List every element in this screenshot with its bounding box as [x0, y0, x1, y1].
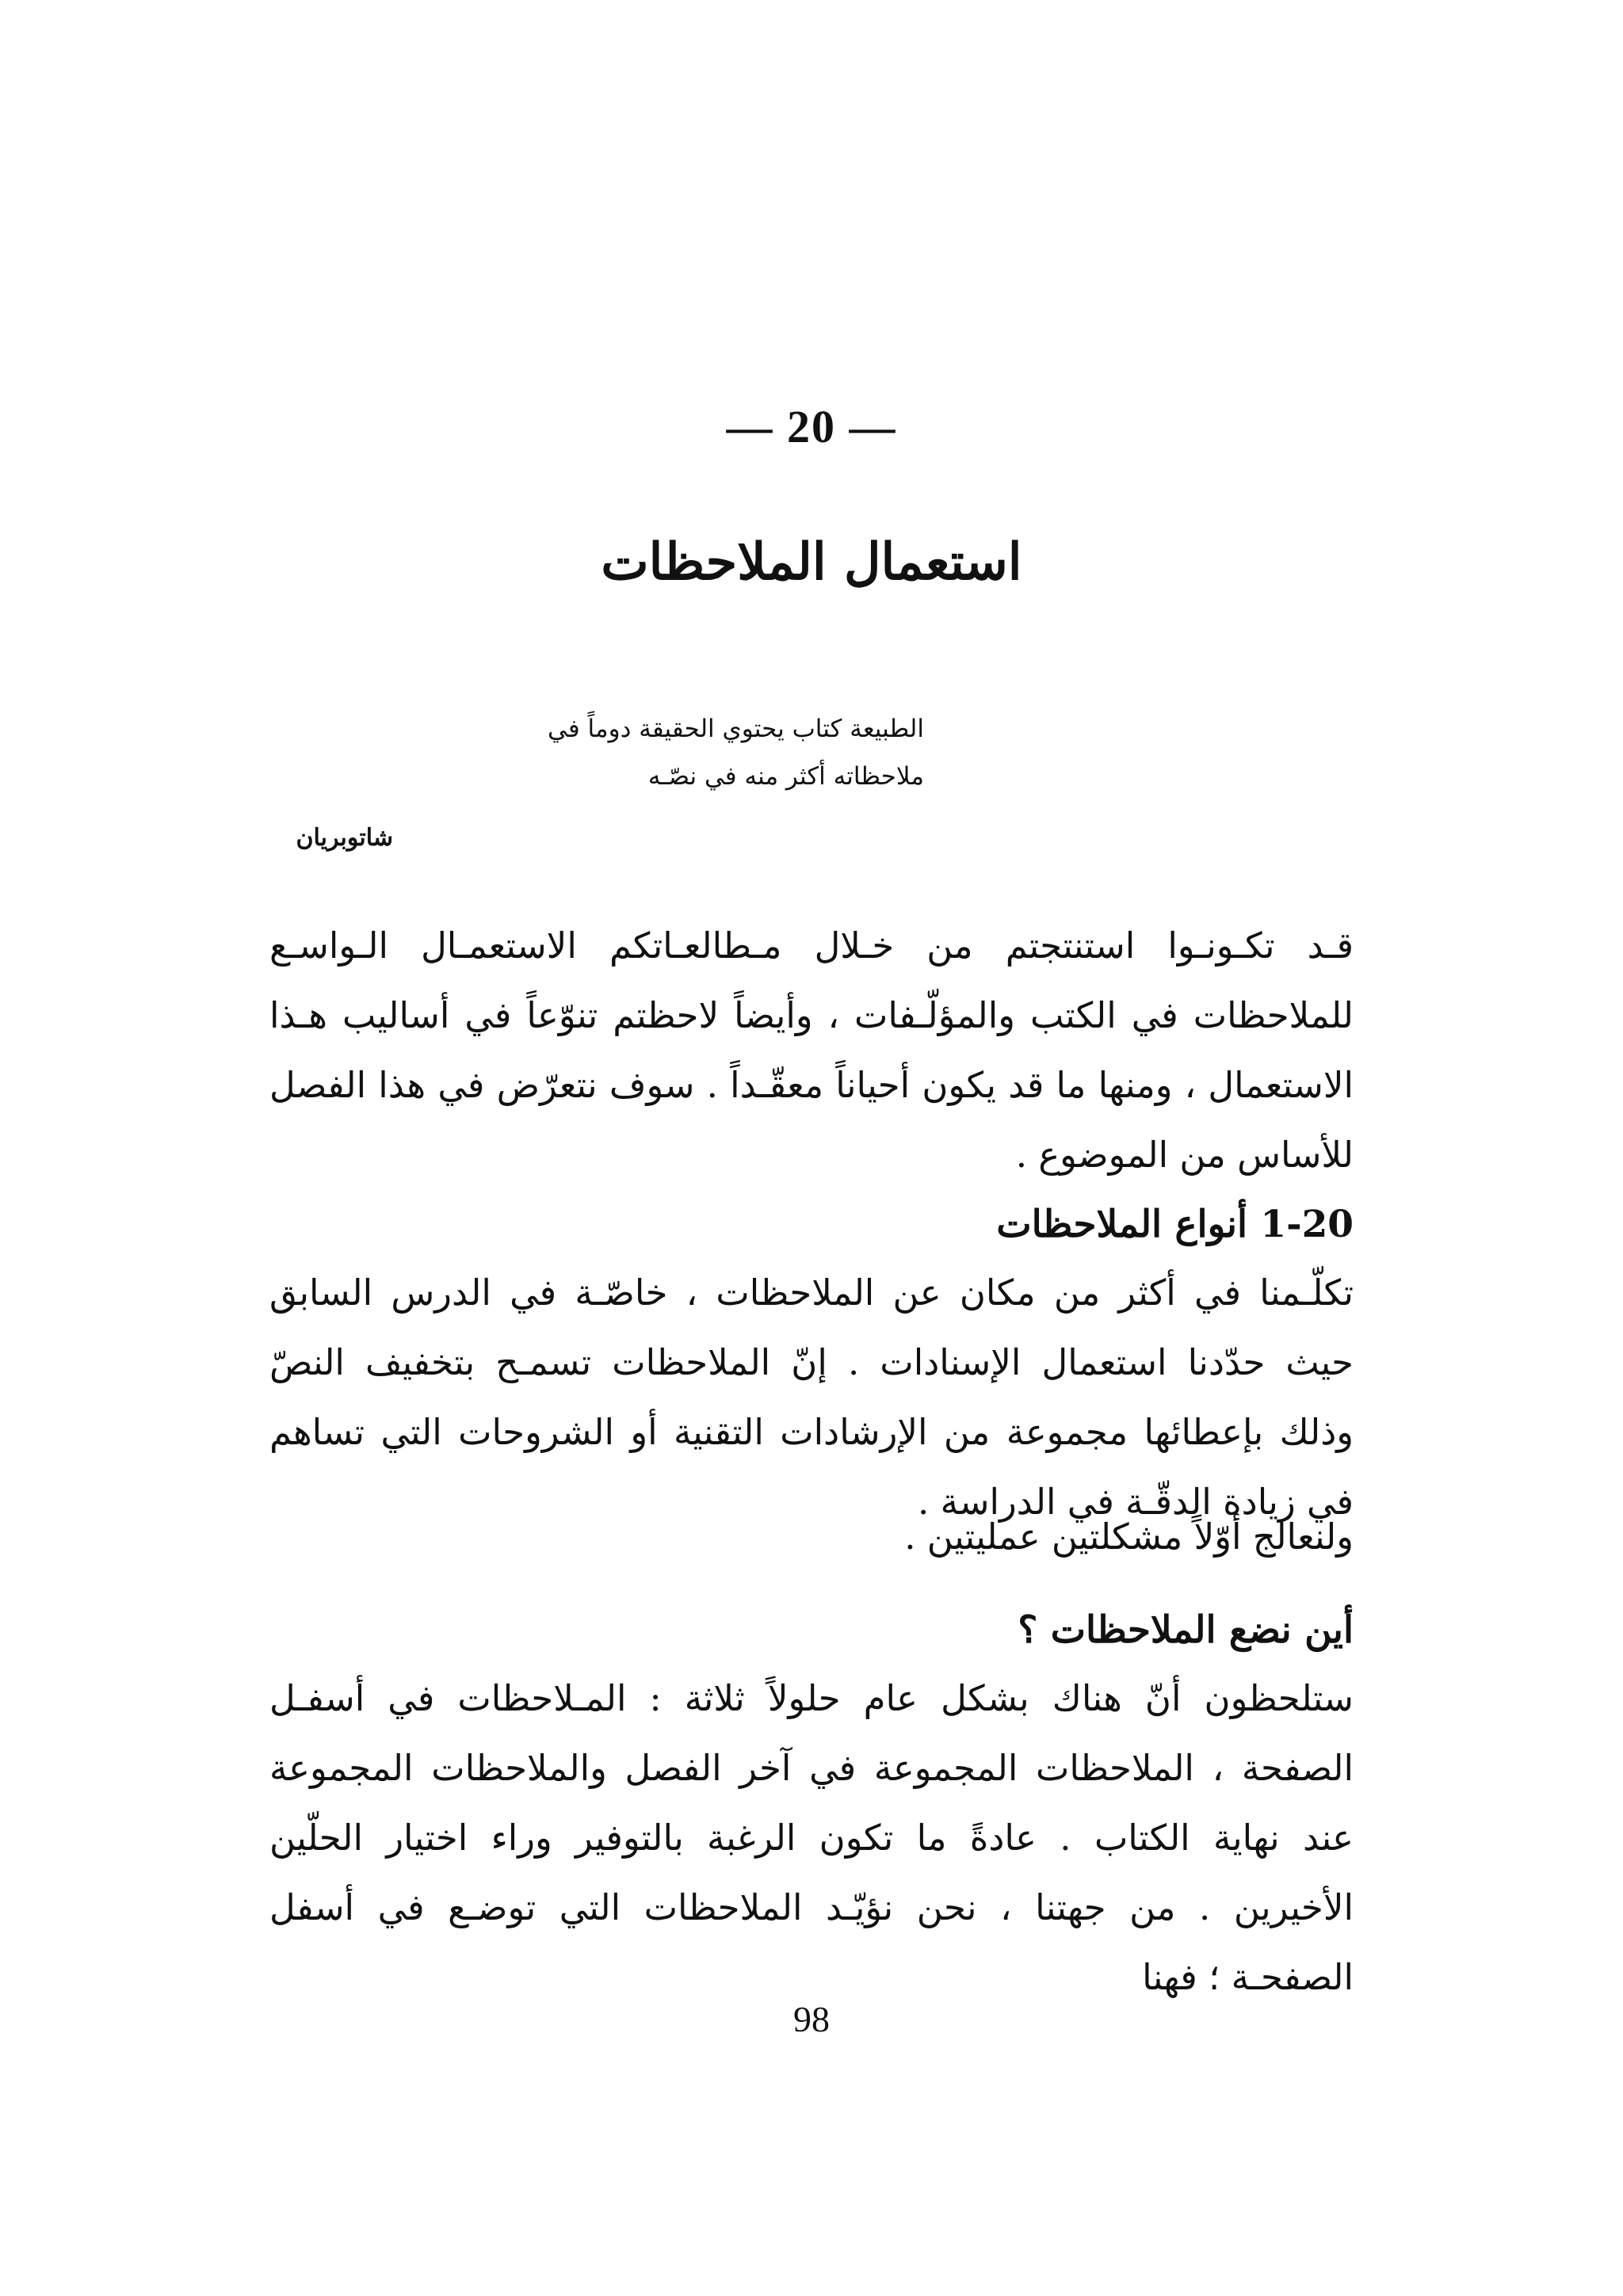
page-number: 98 — [793, 1999, 830, 2039]
section-heading: 1-20 أنواع الملاحظات — [996, 1203, 1354, 1246]
notes-placement-paragraph: ستلحظون أنّ هناك بشكل عام حلولاً ثلاثة : المـلاحظات في أسفـل الصفحة ، الملاحظات المجموعة في آخر الفصل والملاحظات المجموعة عند نهاية الكتاب . عادةً ما تكون الرغبة بالتوفير وراء اختيار الحلّين الأخيرين . من جهتنا ، نحن نؤيّـد الملاحظات التي توضـع في أسفل الصفحـة ؛ فهنا — [269, 1677, 1354, 1998]
intro-paragraph: قـد تكـونـوا استنتجتم من خـلال مـطالعـاتكم الاستعمـال الـواسـع للملاحظات في الكتب والمؤلّـفات ، وأيضاً لاحظتم تنوّعاً في أساليب هـذا الاستعمال ، ومنها ما قد يكون أحياناً معقّـداً . سوف نتعرّض في هذا الفصل للأساس من الموضوع . — [269, 925, 1354, 1176]
section-paragraph: تكلّـمنا في أكثر من مكان عن الملاحظات ، خاصّـة في الدرس السابق حيث حدّدنا استعمال الإسنادات . إنّ الملاحظات تسمـح بتخفيف النصّ وذلك بإعطائها مجموعة من الإرشادات التقنية أو الشروحات التي تساهم في زيادة الدقّـة في الدراسة . — [269, 1272, 1354, 1523]
chapter-number: — 20 — — [726, 401, 897, 452]
epigraph-quote: الطبيعة كتاب يحتوي الحقيقة دوماً في ملاحظاته أكثر منه في نصّـه — [548, 715, 924, 791]
epigraph-author: شاتوبريان — [296, 824, 393, 852]
practical-problems-line: ولنعالج أوّلاً مشكلتين عمليتين . — [904, 1516, 1354, 1558]
subheading-where-notes: أين نضع الملاحظات ؟ — [1018, 1608, 1354, 1652]
chapter-title: استعمال الملاحظات — [601, 532, 1022, 592]
